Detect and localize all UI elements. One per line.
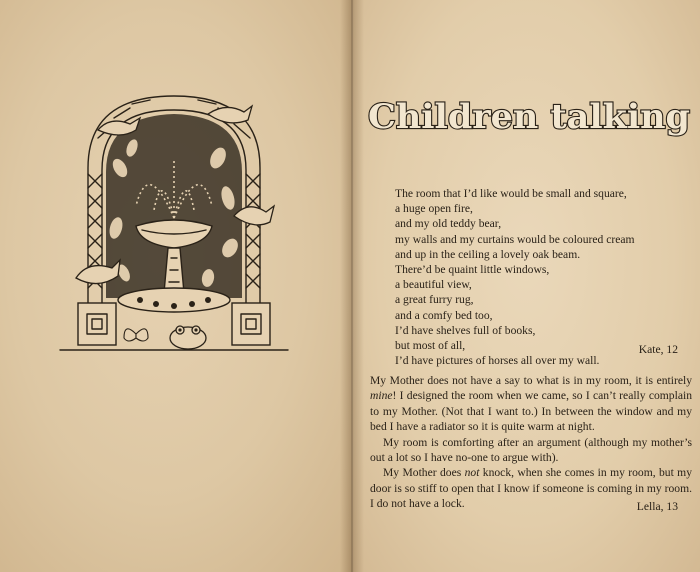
poem-author: Kate, 12	[638, 343, 678, 356]
page-title	[366, 88, 696, 138]
poem-line: The room that I’d like would be small and square,	[395, 187, 627, 200]
prose-text: knock, when she comes in my room, but my door is so stiff to open that I know if someone is coming in my room. I do not have a lock.	[370, 466, 692, 511]
prose-emphasis: not	[464, 466, 480, 480]
prose-author: Lella, 13	[636, 500, 678, 513]
prose-text: My Mother does	[383, 466, 465, 480]
prose-paragraph-1	[370, 373, 692, 435]
prose-text: My Mother does not have a say to what is in my room, it is entirely	[370, 374, 692, 387]
poem-line: a huge open fire,	[395, 202, 473, 216]
poem-line: and my old teddy bear,	[395, 217, 502, 231]
poem-line: a beautiful view,	[395, 278, 472, 292]
prose-passage	[370, 373, 692, 512]
right-page	[352, 0, 700, 572]
prose-paragraph-2: My room is comforting after an argument (although my mother’s out a lot so I have no-one to argue with).	[370, 435, 692, 465]
page-title-text: Children talking	[368, 97, 690, 137]
prose-emphasis: mine	[370, 389, 393, 403]
poem-line: I’d have shelves full of books,	[395, 323, 536, 337]
poem-line: a great furry rug,	[395, 293, 474, 307]
poem-line: I’d have pictures of horses all over my wall.	[395, 354, 600, 368]
poem-line: and up in the ceiling a lovely oak beam.	[395, 247, 581, 261]
poem-line: and a comfy bed too,	[395, 308, 493, 322]
fountain-arch-illustration	[58, 88, 290, 360]
poem-line: but most of all,	[395, 339, 466, 353]
book-gutter	[340, 0, 364, 572]
poem	[395, 186, 687, 368]
poem-line: There’d be quaint little windows,	[395, 263, 550, 277]
prose-text: ! I designed the room when we came, so I can’t really complain to my Mother. (Not that I want to.) In between the window and my bed I have a radiator so it is quite warm at night.	[370, 389, 692, 434]
poem-line: my walls and my curtains would be coloured cream	[395, 232, 635, 246]
